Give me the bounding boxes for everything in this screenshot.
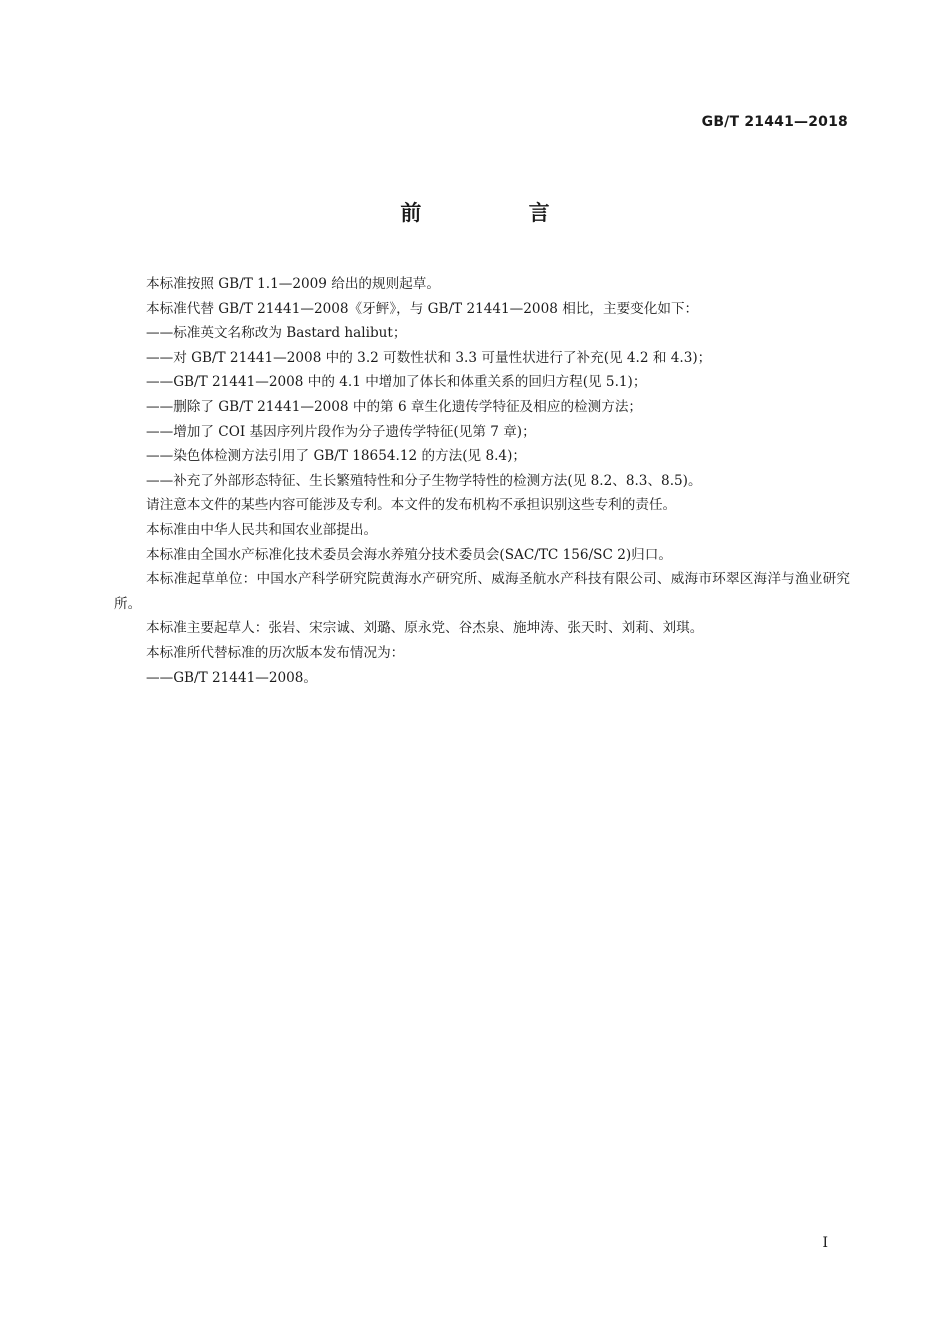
change-item-deleted-chapter: ——删除了 GB/T 21441—2008 中的第 6 章生化遗传学特征及相应的检测方法； (146, 398, 643, 415)
paragraph-replacement: 本标准代替 GB/T 21441—2008《牙鲆》，与 GB/T 21441—2008 相比，主要变化如下： (146, 300, 699, 317)
page-number: I (822, 1235, 828, 1251)
standard-number: GB/T 21441—2018 (701, 114, 848, 130)
change-item-methods: ——补充了外部形态特征、生长繁殖特性和分子生物学特性的检测方法(见 8.2、8.3、8.5)。 (146, 472, 702, 489)
paragraph-previous-editions: 本标准所代替标准的历次版本发布情况为： (146, 644, 405, 661)
paragraph-administered-by: 本标准由全国水产标准化技术委员会海水养殖分技术委员会(SAC/TC 156/SC 2)归口。 (146, 546, 672, 563)
change-item-chromosome: ——染色体检测方法引用了 GB/T 18654.12 的方法(见 8.4)； (146, 448, 526, 465)
page-title: 前 言 (400, 201, 600, 225)
paragraph-drafters: 本标准主要起草人：张岩、宋宗诚、刘璐、原永党、谷杰泉、施坤涛、张天时、刘莉、刘琪。 (146, 620, 704, 637)
change-item-traits: ——对 GB/T 21441—2008 中的 3.2 可数性状和 3.3 可量性状进行了补充(见 4.2 和 4.3)； (146, 349, 712, 366)
paragraph-proposed-by: 本标准由中华人民共和国农业部提出。 (146, 521, 378, 538)
previous-edition-item: ——GB/T 21441—2008。 (146, 669, 318, 686)
change-item-regression: ——GB/T 21441—2008 中的 4.1 中增加了体长和体重关系的回归方程(见 5.1)； (146, 374, 647, 391)
paragraph-drafting-units: 本标准起草单位：中国水产科学研究院黄海水产研究所、威海圣航水产科技有限公司、威海市环翠区海洋与渔业研究所。 (114, 571, 850, 612)
foreword-body (114, 272, 850, 690)
paragraph-drafting-rules: 本标准按照 GB/T 1.1—2009 给出的规则起草。 (146, 276, 440, 292)
change-item-coi: ——增加了 COI 基因序列片段作为分子遗传学特征(见第 7 章)； (146, 423, 536, 440)
change-item-english-name: ——标准英文名称改为 Bastard halibut； (146, 325, 407, 342)
paragraph-patent-notice: 请注意本文件的某些内容可能涉及专利。本文件的发布机构不承担识别这些专利的责任。 (146, 497, 677, 514)
